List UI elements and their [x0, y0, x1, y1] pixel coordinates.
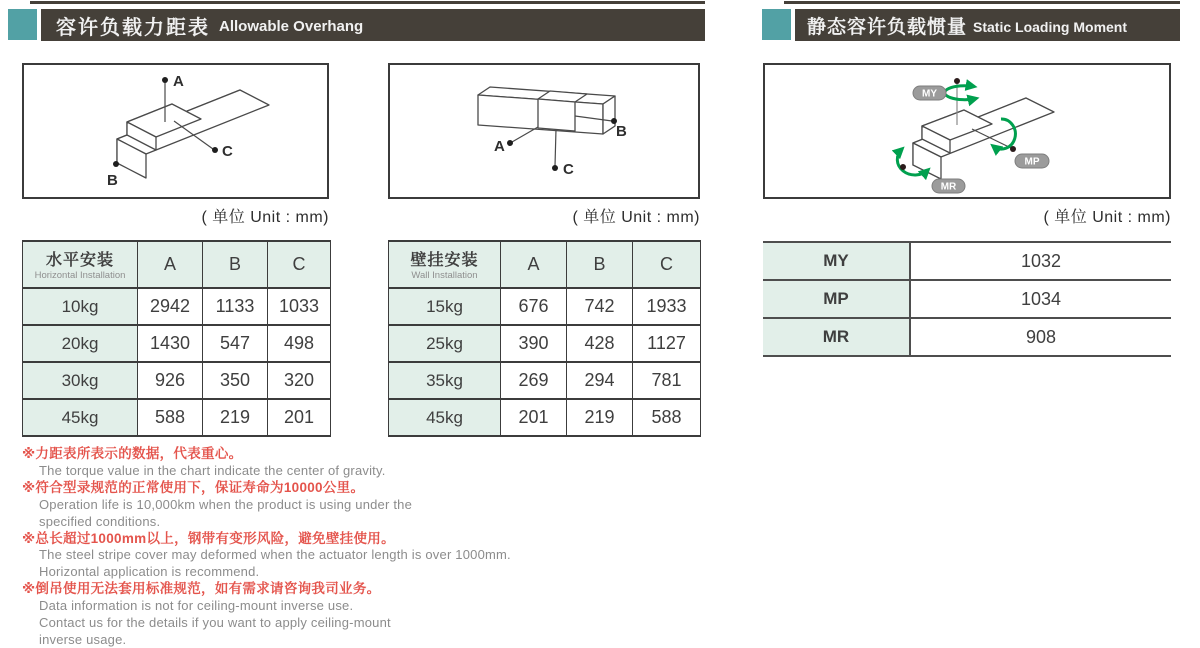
table-row	[23, 288, 331, 325]
footnote-en: Operation life is 10,000km when the product is using under the	[39, 496, 413, 512]
value-cell: 350	[203, 362, 268, 399]
table-row	[389, 288, 701, 325]
value-cell: 2942	[138, 288, 203, 325]
moment-value-cell: 908	[910, 318, 1171, 356]
header-topline	[784, 1, 1180, 4]
point-c-label: C	[222, 143, 233, 160]
load-cell: 20kg	[23, 325, 138, 362]
point-a-label: A	[173, 73, 184, 90]
table-row	[23, 399, 331, 436]
moment-diagram-drawing	[765, 65, 1169, 197]
value-cell: 676	[501, 288, 567, 325]
table-row	[763, 318, 1171, 356]
value-cell: 742	[567, 288, 633, 325]
moment-label-cell: MR	[763, 318, 910, 356]
header-zh: 壁挂安装	[410, 251, 479, 269]
footnote	[22, 531, 702, 582]
table-row	[23, 325, 331, 362]
overhang-title-bar	[41, 9, 705, 41]
point-a-label: A	[494, 138, 505, 155]
value-cell: 219	[567, 399, 633, 436]
footnote-en: The steel stripe cover may deformed when the actuator length is over 1000mm.	[39, 547, 511, 563]
overhang-title-en: Allowable Overhang	[219, 18, 364, 35]
unit-caption: ( 单位 Unit : mm)	[572, 209, 700, 226]
footnote	[22, 581, 702, 648]
horizontal-diagram-drawing	[24, 65, 327, 197]
column-header-c: C	[633, 241, 701, 288]
footnote-en: specified conditions.	[39, 513, 161, 529]
moment-label-cell: MP	[763, 280, 910, 318]
table-row	[389, 399, 701, 436]
value-cell: 498	[268, 325, 331, 362]
column-header-b: B	[203, 241, 268, 288]
value-cell: 588	[138, 399, 203, 436]
installation-header-cell	[389, 241, 501, 288]
footnote-en: The torque value in the chart indicate the center of gravity.	[39, 462, 386, 478]
load-cell: 45kg	[23, 399, 138, 436]
load-cell: 10kg	[23, 288, 138, 325]
table-row	[389, 325, 701, 362]
teal-accent-square	[8, 9, 37, 40]
footnote-en: Horizontal application is recommend.	[39, 564, 260, 580]
table-row	[763, 280, 1171, 318]
header-en: Horizontal Installation	[34, 269, 126, 281]
load-cell: 25kg	[389, 325, 501, 362]
load-cell: 30kg	[23, 362, 138, 399]
value-cell: 428	[567, 325, 633, 362]
moment-title-en: Static Loading Moment	[973, 18, 1128, 35]
unit-caption: ( 单位 Unit : mm)	[201, 209, 329, 226]
table-row	[389, 362, 701, 399]
mp-label: MP	[1024, 156, 1040, 168]
value-cell: 294	[567, 362, 633, 399]
column-header-a: A	[501, 241, 567, 288]
header-en: Wall Installation	[411, 269, 478, 281]
footnote	[22, 446, 702, 480]
static-moment-diagram	[763, 63, 1171, 199]
mr-label: MR	[940, 181, 957, 193]
footnote-zh: ※符合型录规范的正常使用下，保证寿命为10000公里。	[22, 479, 365, 495]
footnote-en: Contact us for the details if you want to apply ceiling-mount	[39, 615, 391, 631]
wall-installation-table	[388, 240, 701, 437]
load-cell: 15kg	[389, 288, 501, 325]
footnote-en: Data information is not for ceiling-mount inverse use.	[39, 598, 354, 614]
table-row	[23, 362, 331, 399]
moment-value-cell: 1032	[910, 242, 1171, 280]
installation-header-cell	[23, 241, 138, 288]
footnote-zh: ※力距表所表示的数据，代表重心。	[22, 446, 243, 461]
value-cell: 1933	[633, 288, 701, 325]
overhang-title-zh: 容许负载力距表	[56, 16, 210, 39]
point-c-label: C	[563, 161, 574, 178]
column-header-a: A	[138, 241, 203, 288]
value-cell: 1133	[203, 288, 268, 325]
value-cell: 781	[633, 362, 701, 399]
moment-title-bar	[795, 9, 1180, 41]
table-header-row	[389, 241, 701, 288]
my-label: MY	[922, 88, 937, 100]
header-zh: 水平安装	[45, 251, 114, 269]
table-row	[763, 242, 1171, 280]
static-moment-table	[763, 241, 1171, 357]
footnote-zh: ※总长超过1000mm以上，钢带有变形风险，避免壁挂使用。	[22, 530, 395, 546]
load-cell: 35kg	[389, 362, 501, 399]
footnote-en: inverse usage.	[39, 631, 127, 647]
wall-installation-diagram	[388, 63, 700, 199]
teal-accent-square	[762, 9, 791, 40]
value-cell: 320	[268, 362, 331, 399]
overhang-section-header	[8, 0, 705, 46]
header-topline	[30, 1, 705, 4]
point-b-label: B	[107, 172, 118, 189]
value-cell: 1127	[633, 325, 701, 362]
value-cell: 269	[501, 362, 567, 399]
unit-caption: ( 单位 Unit : mm)	[1043, 209, 1171, 226]
value-cell: 588	[633, 399, 701, 436]
moment-label-cell: MY	[763, 242, 910, 280]
footnote-zh: ※倒吊使用无法套用标准规范，如有需求请咨询我司业务。	[22, 581, 381, 597]
horizontal-installation-table	[22, 240, 331, 437]
column-header-c: C	[268, 241, 331, 288]
value-cell: 390	[501, 325, 567, 362]
moment-section-header	[762, 0, 1180, 46]
horizontal-installation-diagram	[22, 63, 329, 199]
footnotes	[22, 446, 702, 648]
value-cell: 201	[501, 399, 567, 436]
value-cell: 926	[138, 362, 203, 399]
moment-title-zh: 静态容许负载惯量	[807, 16, 968, 38]
value-cell: 547	[203, 325, 268, 362]
moment-value-cell: 1034	[910, 280, 1171, 318]
value-cell: 219	[203, 399, 268, 436]
table-header-row	[23, 241, 331, 288]
column-header-b: B	[567, 241, 633, 288]
load-cell: 45kg	[389, 399, 501, 436]
point-b-label: B	[616, 123, 627, 140]
value-cell: 1033	[268, 288, 331, 325]
value-cell: 1430	[138, 325, 203, 362]
wall-diagram-drawing	[390, 65, 698, 197]
value-cell: 201	[268, 399, 331, 436]
footnote	[22, 480, 702, 531]
